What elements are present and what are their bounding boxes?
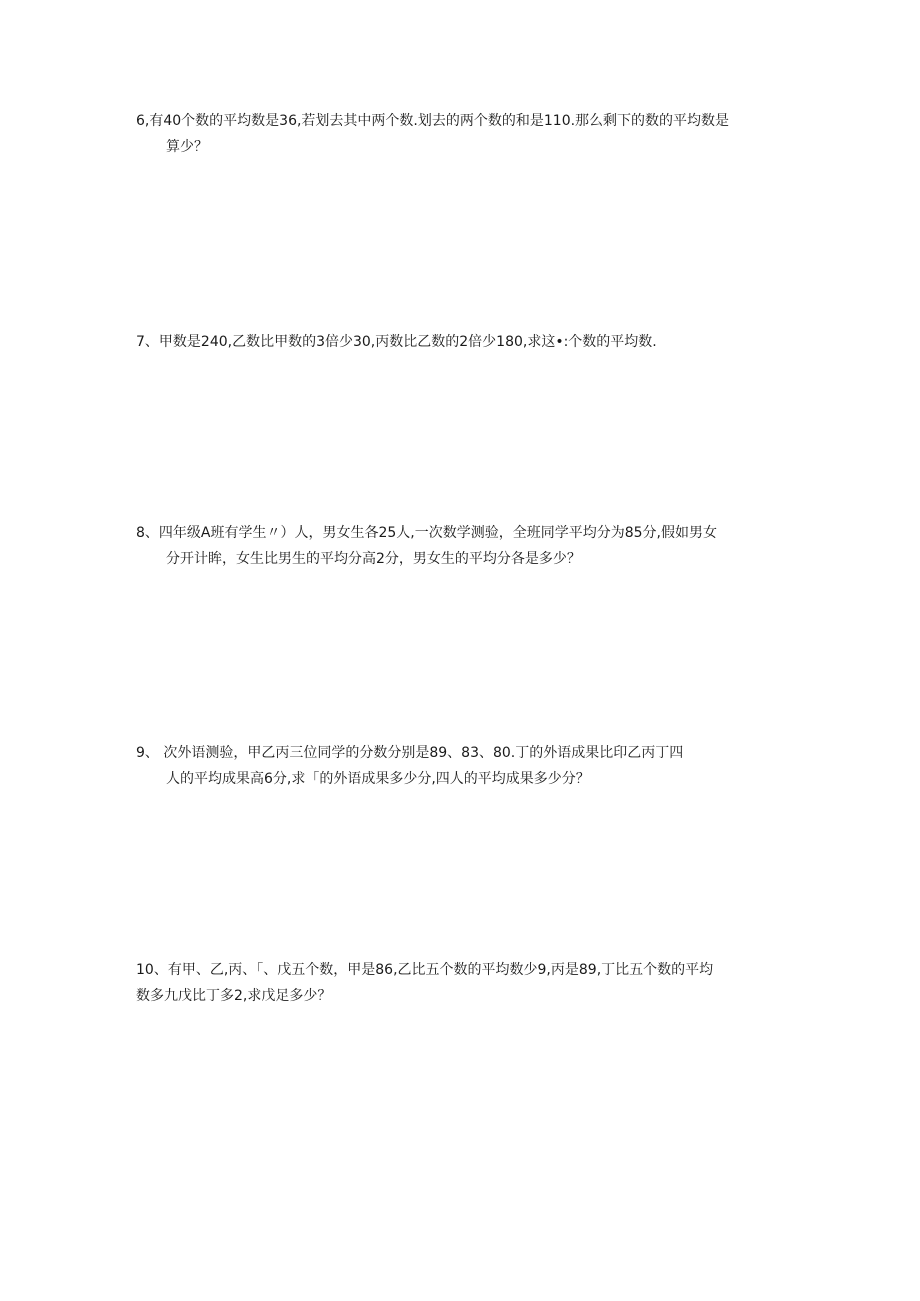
problem-9-line-2: 人的平均成果高6分,求「的外语成果多少分,四人的平均成果多少分？ (166, 771, 590, 787)
problem-6-line-1: 6,有40个数的平均数是36,若划去其中两个数.划去的两个数的和是110.那么剩下的数的平均数是 (136, 113, 730, 129)
problem-9-line-1: 9、 次外语测验，甲乙丙三位同学的分数分别是89、83、80.丁的外语成果比印乙丙丁四 (136, 745, 684, 761)
problem-8 (136, 520, 796, 572)
problem-7 (136, 329, 796, 355)
problem-6-line-2: 算少？ (166, 139, 208, 155)
problem-8-line-2: 分开计眸，女生比男生的平均分高2分，男女生的平均分各是多少？ (166, 551, 581, 567)
problem-7-line-1: 7、甲数是240,乙数比甲数的3倍少30,丙数比乙数的2倍少180,求这•:个数的平均数. (136, 334, 657, 350)
problem-8-line-1: 8、四年级A班有学生〃）人，男女生各25人,一次数学测验，全班同学平均分为85分,假如男女 (136, 525, 718, 541)
problem-10-line-2: 数多九戊比丁多2,求戊足多少？ (136, 988, 332, 1004)
problem-10 (136, 957, 796, 1009)
problem-9 (136, 740, 796, 792)
problem-6 (136, 108, 796, 160)
problem-10-line-1: 10、有甲、乙,丙、「、戊五个数，甲是86,乙比五个数的平均数少9,丙是89,丁比五个数的平均 (136, 962, 714, 978)
